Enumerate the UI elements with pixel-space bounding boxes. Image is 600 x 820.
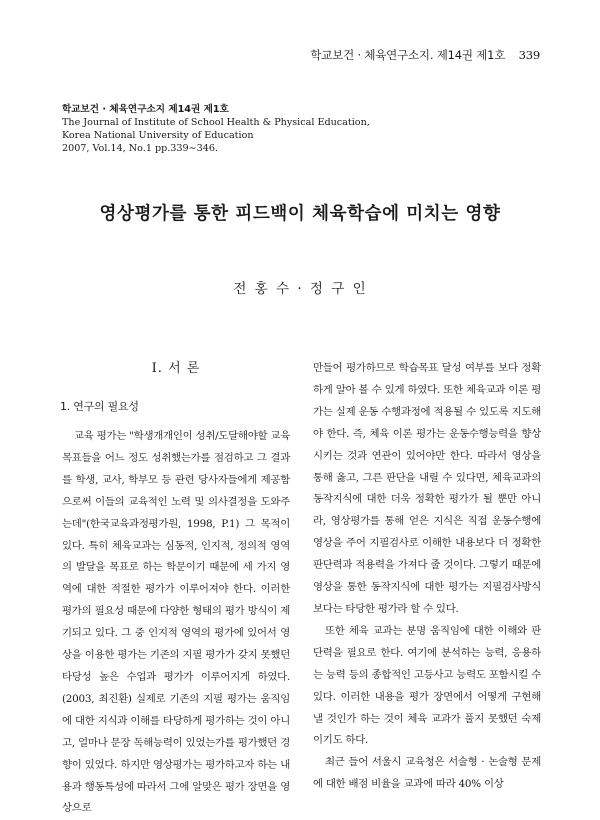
meta-line-korean: 학교보건 · 체육연구소지 제14권 제1호	[62, 104, 229, 115]
meta-line-volume: 2007, Vol.14, No.1 pp.339∼346.	[62, 143, 219, 154]
right-column	[313, 358, 541, 796]
meta-line-institution: Korea National University of Education	[62, 130, 254, 141]
meta-line-journal-en: The Journal of Institute of School Health & Physical Education,	[62, 117, 370, 128]
body-paragraph: 만들어 평가하므로 학습목표 달성 여부를 보다 정확하게 알아 볼 수 있게 하였다. 또한 체육교과 이론 평가는 실제 운동 수행과정에 적용될 수 있도록 지도해야 한다. 즉, 체육 이론 평가는 운동수행능력을 향상시키는 것과 연관이 있어야만 한다. 따라서 영상을 통해 옳고, 그른 판단을 내릴 수 있다면, 체육교과의 동작지식에 대한 더욱 정확한 평가가 될 뿐만 아니라, 영상평가를 통해 얻은 지식은 직접 운동수행에 영상을 주어 지필검사로 이해한 내용보다 더 정확한 판단력과 적용력을 가져다 줄 것이다. 그렇기 때문에 영상을 통한 동작지식에 대한 평가는 지필검사방식보다는 타당한 평가라 할 수 있다.	[313, 362, 541, 615]
paper-title: 영상평가를 통한 피드백이 체육학습에 미치는 영향	[99, 204, 501, 224]
section-title: Ⅰ. 서 론	[151, 361, 201, 376]
page-number: 339	[518, 48, 540, 62]
body-paragraph: 최근 들어 서울시 교육청은 서술형 · 논술형 문제에 대한 배점 비율을 교과에 따라 40% 이상	[313, 756, 541, 791]
journal-meta	[62, 103, 370, 155]
subsection-title: 1. 연구의 필요성	[60, 400, 139, 413]
left-column	[62, 358, 290, 820]
running-head-journal: 학교보건 · 체육연구소지. 제14권 제1호	[310, 48, 506, 62]
running-head	[310, 47, 540, 63]
body-paragraph: 교육 평가는 "학생개개인이 성취/도달해야할 교육목표들을 어느 정도 성취했는가를 점검하고 그 결과를 학생, 교사, 학부모 등 관련 당사자들에게 제공함으로써 이들의 교육적인 노력 및 의사결정을 도와주는데"(한국교육과정평가원, 1998, P.1) 그 목적이 있다. 특히 체육교과는 심동적, 인지적, 정의적 영역의 발달을 목표로 하는 학문이기 때문에 세 가지 영역에 대한 적절한 평가가 이루어져야 한다. 이러한 평가의 필요성 때문에 다양한 형태의 평가 방식이 제기되고 있다. 그 중 인지적 영역의 평가에 있어서 영상을 이용한 평가는 기존의 지필 평가가 갖지 못했던 타당성 높은 수업과 평가가 이루어지게 하였다.(2003, 최진환) 실제로 기존의 지필 평가는 움직임에 대한 지식과 이해를 타당하게 평가하는 것이 아니고, 얼마나 문장 독해능력이 있었는가를 평가했던 경향이 있었다. 하지만 영상평가는 평가하고자 하는 내용과 행동특성에 따라서 그에 알맞은 평가 장면을 영상으로	[62, 430, 290, 815]
body-paragraph: 또한 체육 교과는 분명 움직임에 대한 이해와 판단력을 필요로 한다. 여기에 분석하는 능력, 응용하는 능력 등의 종합적인 고등사고 능력도 포함시킬 수 있다. 이러한 내용을 평가 장면에서 어떻게 구현해 낼 것인가 하는 것이 체육 교과가 풀지 못했던 숙제이기도 하다.	[313, 624, 541, 747]
paper-authors: 전 홍 수 · 정 구 인	[233, 281, 367, 297]
